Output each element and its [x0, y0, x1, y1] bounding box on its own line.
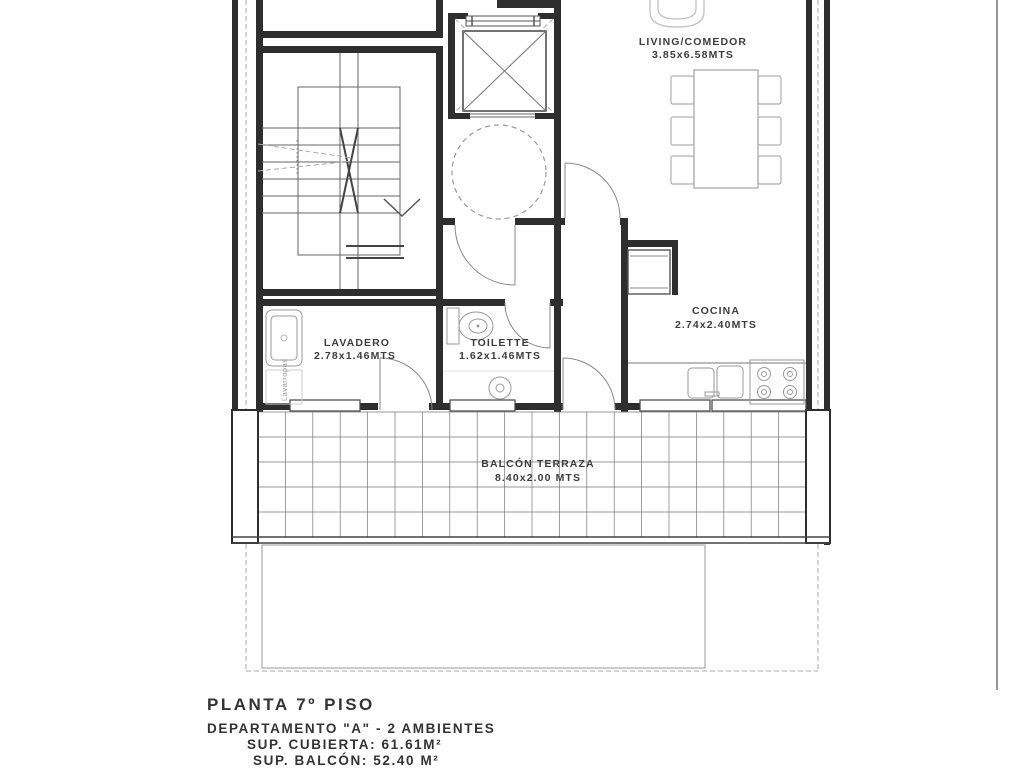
toilette-label: TOILETTE: [470, 337, 530, 349]
stove: [750, 360, 804, 404]
staircase: [258, 53, 420, 289]
kitchen-sink-basin-left: [688, 368, 714, 398]
balcon-dims: 8.40x2.00 MTS: [494, 472, 582, 484]
toilet-bowl: [459, 312, 493, 340]
balcony-wall-right: [806, 410, 830, 543]
living-furniture: [650, 0, 781, 188]
title-balcony-area: SUP. BALCÓN: 52.40 M²: [253, 753, 440, 768]
wall-right-inner: [806, 0, 812, 412]
lavadero-window: [290, 400, 360, 411]
cocina-dims: 2.74x2.40MTS: [674, 319, 758, 331]
cocina-window-2: [712, 400, 806, 411]
hall-balcony-door: [563, 358, 615, 410]
doors: [380, 163, 620, 410]
balcony-wall-left: [232, 410, 258, 543]
lavarropas-label: Lavarropas: [280, 358, 289, 401]
entry-door: [455, 225, 515, 285]
title-covered-area: SUP. CUBIERTA: 61.61M²: [247, 737, 443, 752]
toilette-window: [450, 400, 515, 411]
lavadero-label: LAVADERO: [323, 337, 391, 349]
living-door: [565, 163, 620, 218]
kitchen-sink-basin-right: [717, 366, 743, 398]
elevator: [455, 16, 553, 117]
balcon-label: BALCÓN TERRAZA: [481, 458, 595, 470]
toilette-dims: 1.62x1.46MTS: [458, 350, 542, 362]
cocina-label: COCINA: [691, 305, 741, 317]
toilet-tank: [447, 308, 459, 344]
stove-burners: [758, 368, 797, 399]
dining-table: [694, 70, 758, 188]
armchair: [650, 0, 704, 27]
title-unit: DEPARTAMENTO "A" - 2 AMBIENTES: [207, 721, 496, 736]
title-floor: PLANTA 7º PISO: [207, 695, 375, 714]
title-block: [207, 695, 495, 768]
wall-left-inner: [256, 0, 263, 412]
turning-circle: [452, 125, 546, 219]
toilette-sink: [489, 377, 511, 399]
lower-terrace-outline: [262, 545, 705, 668]
living-label: LIVING/COMEDOR: [638, 36, 748, 48]
wall-left-outer: [232, 0, 238, 412]
lavadero-dims: 2.78x1.46MTS: [313, 350, 397, 362]
cocina-window-1: [640, 400, 710, 411]
lavadero-fixtures: [266, 310, 302, 404]
lavadero-balcony-door: [380, 358, 432, 410]
fridge: [628, 250, 670, 294]
living-dims: 3.85x6.58MTS: [651, 49, 735, 61]
